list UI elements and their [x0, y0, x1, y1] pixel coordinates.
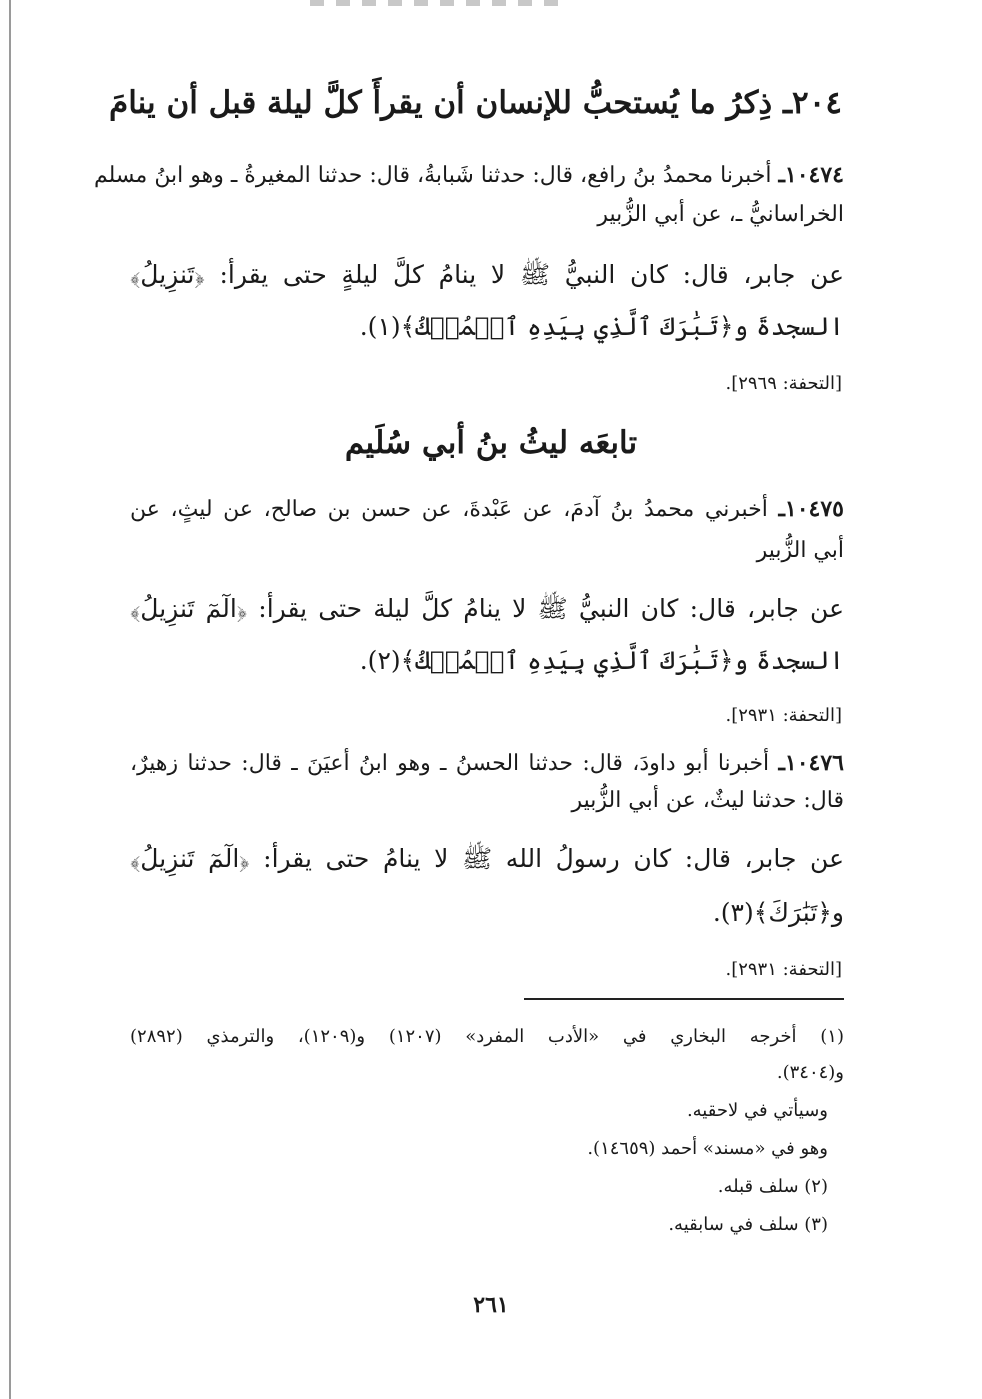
footnote-1-line-3: وسيأتي في لاحقيه.	[686, 1100, 828, 1121]
footnote-3: (٣) سلف في سابقيه.	[668, 1214, 828, 1235]
footnote-1-line-2: و(٣٤٠٤).	[776, 1062, 844, 1083]
hadith-3-isnad-line-2: قال: حدثنا ليثٌ، عن أبي الزُّبير	[571, 788, 844, 813]
sub-heading: تابعَه ليثُ بنُ أبي سُلَيم	[344, 425, 638, 461]
hadith-3-matn-line-2: و﴿تَبَٰرَكَ﴾(٣).	[712, 898, 844, 927]
footnote-1-line-4: وهو في «مسند» أحمد (١٤٦٥٩).	[587, 1138, 828, 1159]
hadith-2-isnad-line-2: أبي الزُّبير	[756, 538, 844, 563]
page-edge-line	[9, 0, 11, 1399]
hadith-2-tuhfa: [التحفة: ٢٩٣١].	[725, 705, 842, 726]
page-number: ٢٦١	[473, 1292, 509, 1318]
footnote-separator	[524, 998, 844, 1000]
hadith-2-number: ١٠٤٧٥ـ	[778, 496, 844, 522]
hadith-3-number: ١٠٤٧٦ـ	[778, 750, 844, 776]
hadith-3-isnad-line-1: ١٠٤٧٦ـ أخبرنا أبو داودَ، قال: حدثنا الحسنُ ـ وهو ابنُ أعيَنَ ـ قال: حدثنا زهيرٌ،	[130, 750, 844, 776]
hadith-1-tuhfa: [التحفة: ٢٩٦٩].	[725, 373, 842, 394]
hadith-1-isnad-line-1: ١٠٤٧٤ـ أخبرنا محمدُ بنُ رافع، قال: حدثنا شَبابةُ، قال: حدثنا المغيرةُ ـ وهو ابنُ مسلم	[93, 162, 844, 188]
chapter-heading: ٢٠٤ـ ذِكرُ ما يُستحبُّ للإنسان أن يقرأَ كلَّ ليلة قبل أن ينامَ	[109, 85, 842, 121]
hadith-3-tuhfa: [التحفة: ٢٩٣١].	[725, 959, 842, 980]
hadith-1-matn-line-1: عن جابر، قال: كان النبيُّ ﷺ لا ينامُ كلَّ ليلةٍ حتى يقرأ: ﴿تَنزِيلُ﴾	[130, 260, 844, 289]
top-scan-artifact	[310, 0, 570, 6]
hadith-1-isnad-line-2: الخراسانيُّ ـ، عن أبي الزُّبير	[597, 202, 844, 227]
hadith-2-isnad-line-1: ١٠٤٧٥ـ أخبرني محمدُ بنُ آدمَ، عن عَبْدةَ، عن حسن بن صالح، عن ليثٍ، عن	[130, 496, 844, 522]
hadith-1-number: ١٠٤٧٤ـ	[778, 162, 844, 188]
hadith-1-matn-line-2: السجدةَ و﴿تَبَٰرَكَ ٱلَّذِي بِيَدِهِ ٱلۡمُلۡكُ﴾(١).	[359, 312, 844, 341]
hadith-3-matn-line-1: عن جابر، قال: كان رسولُ الله ﷺ لا ينامُ حتى يقرأ: ﴿الٓمٓ تَنزِيلُ﴾	[130, 844, 844, 873]
footnote-1-line-1: (١) أخرجه البخاري في «الأدب المفرد» (١٢٠٧) و(١٢٠٩)، والترمذي (٢٨٩٢)	[130, 1026, 844, 1047]
hadith-2-matn-line-2: السجدةَ و﴿تَبَٰرَكَ ٱلَّذِي بِيَدِهِ ٱلۡمُلۡكُ﴾(٢).	[359, 646, 844, 675]
hadith-2-matn-line-1: عن جابر، قال: كان النبيُّ ﷺ لا ينامُ كلَّ ليلة حتى يقرأ: ﴿الٓمٓ تَنزِيلُ﴾	[130, 594, 844, 623]
footnote-2: (٢) سلف قبله.	[717, 1176, 828, 1197]
